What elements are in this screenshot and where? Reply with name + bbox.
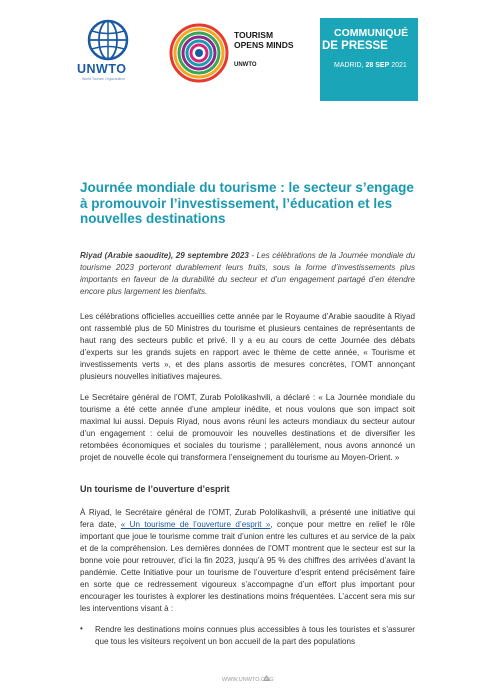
- bullet-dot: •: [80, 624, 83, 633]
- section-subheading: Un tourisme de l’ouverture d’esprit: [80, 484, 230, 494]
- body-paragraph-2: Le Secrétaire général de l’OMT, Zurab Pololikashvili, a déclaré : « La Journée mondiale du tourisme a été cette année d’une ampleur inédite, et nous voulons que son impact soit maximal lui aussi. Depuis Riyad, nous avons réuni les acteurs mondiaux du secteur autour d’un engagement : celui de promouvoir les nouvelles destinations et de diversifier les retombées économiques et sociales du tourisme ; parallèlement, nous avons annoncé un projet de nouvelle école qui transformera l’enseignement du tourisme au Moyen-Orient. »: [80, 393, 415, 462]
- press-date-prefix: MADRID,: [334, 62, 366, 69]
- recycle-icon: [262, 675, 271, 684]
- p3-after: , conçue pour mettre en relief le rôle important que joue le tourisme comme trait d’union entre les cultures et au service de la paix et de la compréhension. Les dernières données de l’OMT montrent que le secteur est sur la bonne voie pour retrouver, d’ici la fin 2023, jusqu’à 95 % des chiffres des arrivées d’avant la pandémie. Cette Initiative pour un tourisme de l’ouverture d’esprit entend précisément faire en sorte que ce redressement vigoureux s’accompagne d’un effort plus important pour encourager les touristes à explorer les destinations moins fréquentées. L’accent sera mis sur les interventions visant à :: [80, 520, 416, 613]
- footer-url[interactable]: WWW.UNWTO.ORG: [222, 677, 274, 683]
- lead-dateline: Riyad (Arabie saoudite), 29 septembre 2023: [80, 251, 249, 260]
- press-date-bold: 28 SEP: [365, 62, 390, 69]
- lead-text: - Les célébrations de la Journée mondiale du tourisme 2023 porteront durablement leurs fruits, sous la forme d’investissements plus importants en faveur de la durabilité du secteur et d’un engagement partagé d’en étendre encore plus largement les bienfaits.: [80, 251, 415, 296]
- unwto-globe-icon: [86, 18, 130, 62]
- body-paragraph-1: Les célébrations officielles accueillies cette année par le Royaume d’Arabie saoudite à Riyad ont rassemblé plus de 50 Ministres du tourisme et plusieurs centaines de représentants de haut rang des secteurs public et privé. Il y a eu au cours de cette Journée des débats d’experts sur les grands sujets en rapport avec le thème de cette année, « Tourisme et investissements verts », et des plans assortis de mesures concrètes, l’OMT annonçant plusieurs nouvelles initiatives majeures.: [80, 312, 415, 381]
- headline: Journée mondiale du tourisme : le secteur s’engage à promouvoir l’investissement, l’éducation et les nouvelles destinations: [80, 180, 414, 226]
- press-date-suffix: 2021: [389, 62, 407, 69]
- unwto-wordmark: UNWTO: [77, 62, 127, 76]
- tom-logo-line1: TOURISM: [234, 30, 274, 40]
- tourism-opens-minds-rings-icon: [168, 22, 230, 84]
- body-paragraph-3: [80, 507, 415, 615]
- press-title-line2: DE PRESSE: [322, 40, 388, 52]
- press-date: [334, 62, 407, 69]
- tom-logo-unwto: UNWTO: [234, 62, 257, 68]
- press-title-line1: COMMUNIQUÉ: [334, 27, 409, 39]
- initiative-link[interactable]: « Un tourisme de l’ouverture d’esprit »: [120, 520, 271, 529]
- tom-logo-line2: OPENS MINDS: [234, 40, 294, 50]
- lead-paragraph: [80, 250, 415, 298]
- unwto-subtitle: World Tourism Organization: [82, 77, 126, 81]
- bullet-text: Rendre les destinations moins connues plus accessibles à tous les touristes et s’assurer que tous les visiteurs reçoivent un bon accueil de la part des populations: [95, 625, 415, 646]
- p3-before: À Riyad, le Secrétaire général de l’OMT, Zurab Pololikashvili, a présenté une initiative qui fera date,: [80, 508, 415, 529]
